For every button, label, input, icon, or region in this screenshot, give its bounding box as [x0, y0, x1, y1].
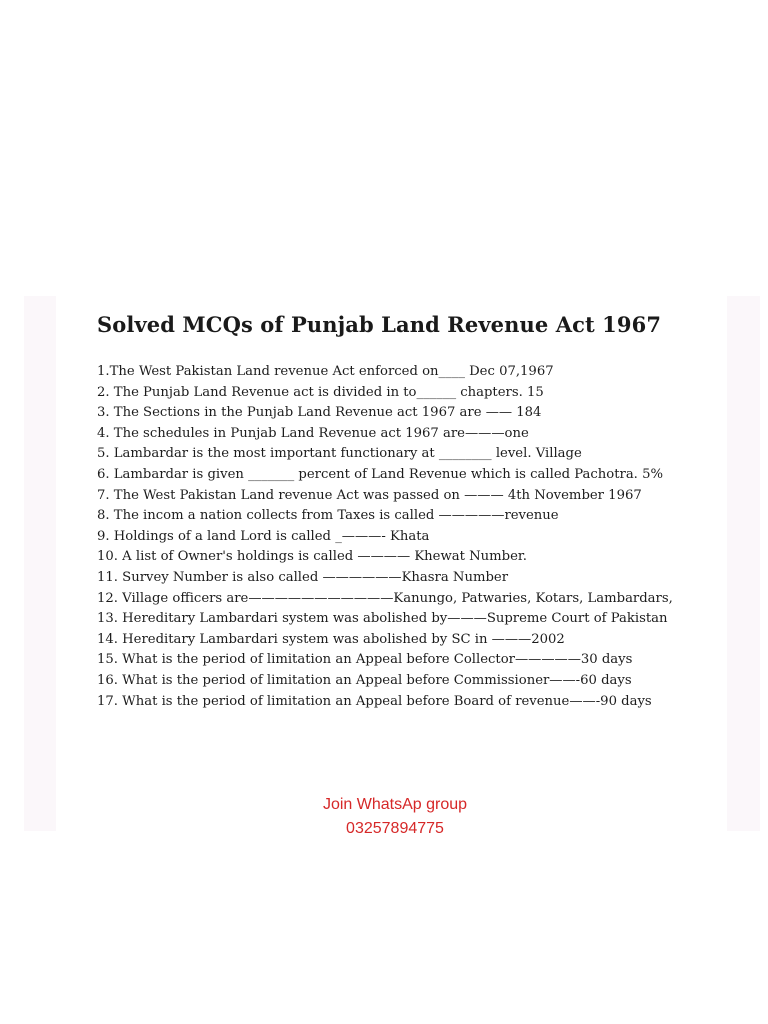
mcq-item-5: 5. Lambardar is the most important functionary at ________ level. Village [97, 446, 582, 462]
mcq-item-4: 4. The schedules in Punjab Land Revenue act 1967 are———one [97, 425, 529, 441]
mcq-item-11: 11. Survey Number is also called ——————Khasra Number [97, 569, 508, 585]
mcq-item-13: 13. Hereditary Lambardari system was abolished by———Supreme Court of Pakistan [97, 611, 668, 627]
mcq-item-6: 6. Lambardar is given _______ percent of Land Revenue which is called Pachotra. 5% [97, 466, 663, 482]
document-title: Solved MCQs of Punjab Land Revenue Act 1967 [97, 312, 662, 337]
mcq-item-10: 10. A list of Owner's holdings is called ———— Khewat Number. [97, 549, 527, 565]
mcq-item-2: 2. The Punjab Land Revenue act is divided in to______ chapters. 15 [97, 384, 544, 400]
whatsapp-group-text: Join WhatsAp group [322, 796, 468, 813]
phone-number: 03257894775 [346, 820, 444, 837]
mcq-item-7: 7. The West Pakistan Land revenue Act was passed on ——— 4th November 1967 [97, 487, 642, 503]
mcq-list [97, 362, 717, 712]
mcq-item-9: 9. Holdings of a land Lord is called _———- Khata [97, 528, 430, 544]
mcq-item-3: 3. The Sections in the Punjab Land Revenue act 1967 are —— 184 [97, 405, 542, 421]
mcq-item-8: 8. The incom a nation collects from Taxes is called —————revenue [97, 508, 559, 524]
mcq-item-16: 16. What is the period of limitation an Appeal before Commissioner——-60 days [97, 672, 632, 688]
mcq-item-15: 15. What is the period of limitation an Appeal before Collector—————30 days [97, 652, 633, 668]
mcq-item-17: 17. What is the period of limitation an Appeal before Board of revenue——-90 days [97, 693, 652, 709]
mcq-item-14: 14. Hereditary Lambardari system was abolished by SC in ———2002 [97, 631, 565, 647]
mcq-item-12: 12. Village officers are———————————Kanungo, Patwaries, Kotars, Lambardars, [97, 590, 673, 606]
mcq-item-1: 1.The West Pakistan Land revenue Act enforced on____ Dec 07,1967 [97, 364, 554, 379]
